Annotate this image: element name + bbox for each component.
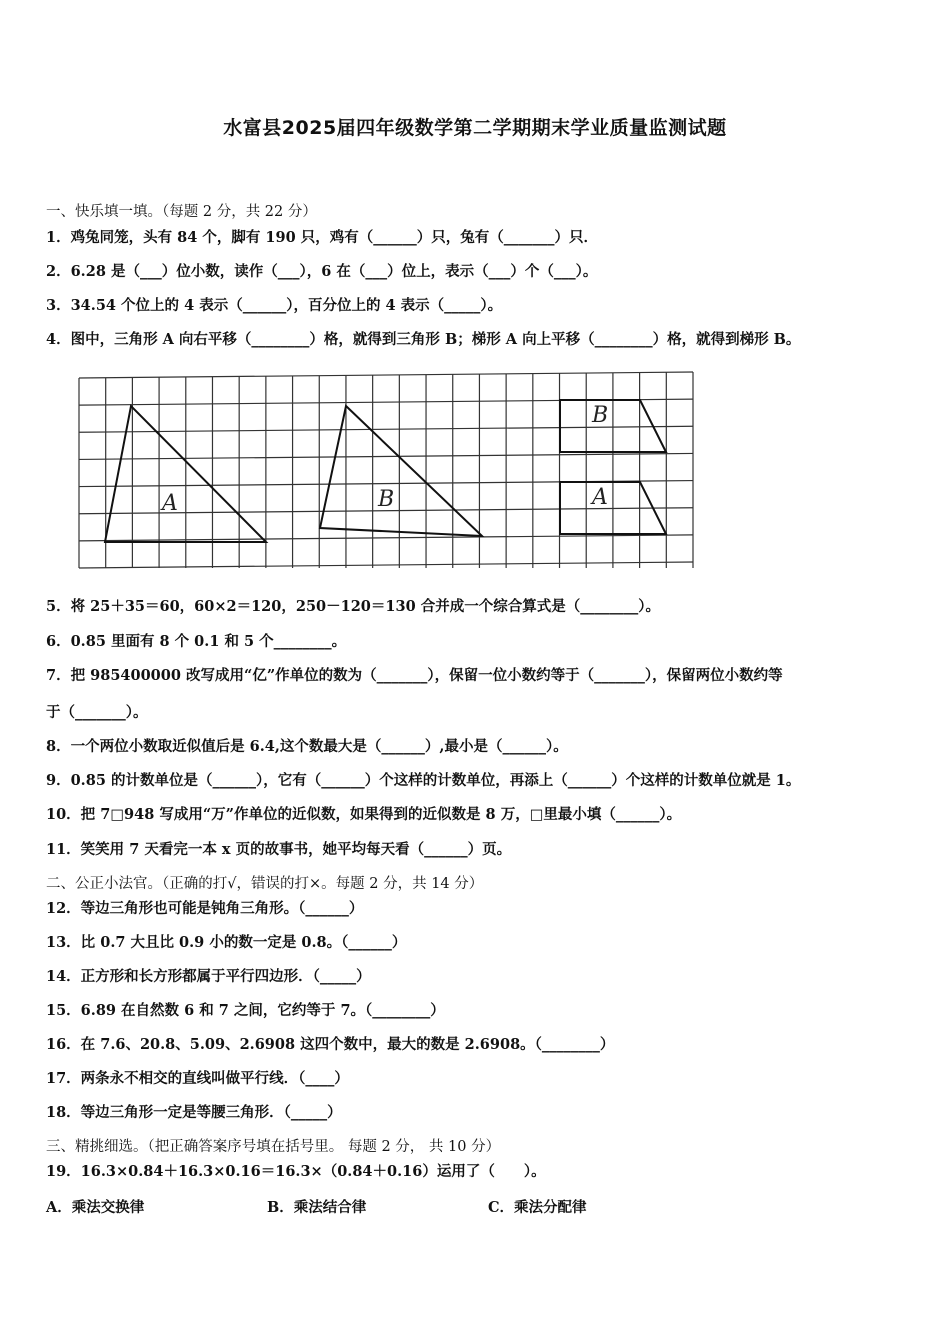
question-6: 6．0.85 里面有 8 个 0.1 和 5 个________。 [46, 633, 347, 650]
figure-label-b: B [378, 487, 395, 512]
page-title: 水富县2025届四年级数学第二学期期末学业质量监测试题 [223, 117, 727, 139]
triangle-b [320, 406, 482, 536]
grid-hline [79, 562, 693, 568]
question-11: 11．笑笑用 7 天看完一本 x 页的故事书，她平均每天看（______）页。 [46, 841, 512, 858]
question-13: 13．比 0.7 大且比 0.9 小的数一定是 0.8。（______） [46, 934, 407, 951]
question-19: 19．16.3×0.84＋16.3×0.16＝16.3×（0.84＋0.16）运用了（ ）。 [46, 1163, 546, 1180]
question-7-continued: 于（_______）。 [46, 704, 148, 721]
grid-hline [79, 453, 693, 459]
figure-label-a: A [162, 491, 178, 516]
figure-label-a-bottom: A [592, 485, 608, 510]
grid-hline [79, 372, 693, 378]
question-9: 9．0.85 的计数单位是（______），它有（______）个这样的计数单位，再添上（______）个这样的计数单位就是 1。 [46, 772, 801, 789]
question-2: 2．6.28 是（___）位小数，读作（___），6 在（___）位上，表示（___）个（___）。 [46, 263, 598, 280]
grid-lines [79, 372, 693, 568]
question-1: 1．鸡兔同笼，头有 84 个，脚有 190 只，鸡有（______）只，兔有（_______）只． [46, 229, 598, 246]
grid-hline [79, 535, 693, 541]
question-18: 18．等边三角形一定是等腰三角形．（_____） [46, 1104, 342, 1121]
translation-grid-figure [76, 370, 698, 572]
question-8: 8．一个两位小数取近似值后是 6.4,这个数最大是（______）,最小是（______）。 [46, 738, 568, 755]
question-3: 3．34.54 个位上的 4 表示（______），百分位上的 4 表示（_____）。 [46, 297, 503, 314]
figure-label-b-top: B [592, 403, 609, 428]
question-16: 16．在 7.6、20.8、5.09、2.6908 这四个数中，最大的数是 2.6908。（________） [46, 1036, 615, 1053]
section-1-heading: 一、快乐填一填。（每题 2 分，共 22 分） [46, 204, 317, 220]
question-5: 5．将 25＋35＝60，60×2＝120，250－120＝130 合并成一个综合算式是（________）。 [46, 598, 660, 615]
question-14: 14．正方形和长方形都属于平行四边形．（_____） [46, 968, 371, 985]
section-3-heading: 三、精挑细选。（把正确答案序号填在括号里。 每题 2 分， 共 10 分） [46, 1139, 501, 1155]
question-10: 10．把 7□948 写成用“万”作单位的近似数，如果得到的近似数是 8 万，□里最小填（______）。 [46, 806, 682, 823]
question-15: 15．6.89 在自然数 6 和 7 之间，它约等于 7。（________） [46, 1002, 445, 1019]
question-17: 17．两条永不相交的直线叫做平行线．（____） [46, 1070, 349, 1087]
question-7: 7．把 985400000 改写成用“亿”作单位的数为（_______），保留一位小数约等于（_______），保留两位小数约等 [46, 667, 783, 684]
option-c: C．乘法分配律 [488, 1199, 587, 1216]
option-b: B．乘法结合律 [267, 1199, 367, 1216]
question-12: 12．等边三角形也可能是钝角三角形。（______） [46, 900, 364, 917]
option-a: A．乘法交换律 [46, 1199, 145, 1216]
section-2-heading: 二、公正小法官。（正确的打√，错误的打×。每题 2 分，共 14 分） [46, 876, 484, 892]
question-4: 4．图中，三角形 A 向右平移（________）格，就得到三角形 B；梯形 A 向上平移（________）格，就得到梯形 B。 [46, 331, 801, 348]
